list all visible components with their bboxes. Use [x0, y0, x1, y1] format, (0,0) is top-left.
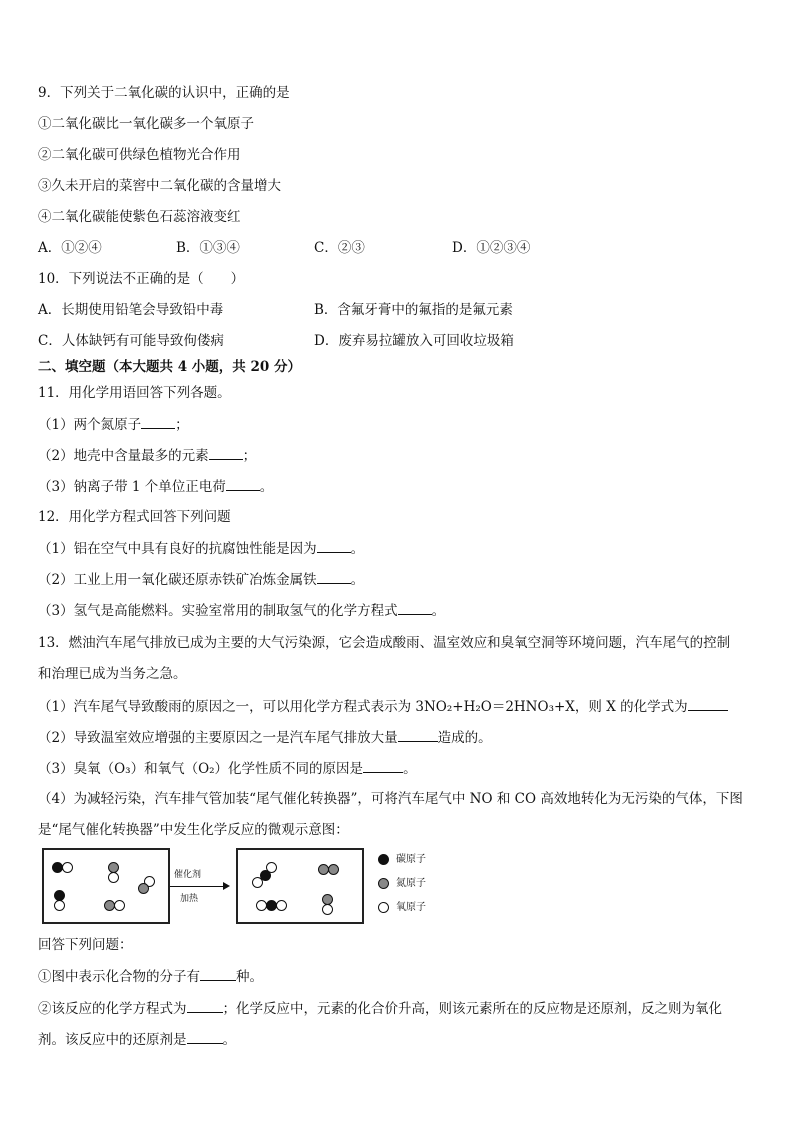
q10-option-a: A．长期使用铅笔会导致铅中毒 [38, 302, 224, 318]
q9-statement-1: ①二氧化碳比一氧化碳多一个氧原子 [38, 116, 254, 132]
q9-option-d: D．①②③④ [452, 240, 531, 256]
q13-part-4-line-2: 是“尾气催化转换器”中发生化学反应的微观示意图： [38, 822, 349, 838]
answer-blank[interactable] [688, 697, 728, 711]
section-2-heading: 二、填空题（本大题共 4 小题，共 20 分） [38, 359, 301, 375]
oxygen-atom [54, 900, 65, 911]
q11-part-2: （2）地壳中含量最多的元素 ； [38, 448, 257, 464]
q10-option-c: C．人体缺钙有可能导致佝偻病 [38, 333, 224, 349]
q13-part-2: （2）导致温室效应增强的主要原因之一是汽车尾气排放大量 造成的。 [38, 730, 492, 746]
q11-stem: 11．用化学用语回答下列各题。 [38, 385, 231, 401]
oxygen-atom [108, 872, 119, 883]
answer-blank[interactable] [187, 1030, 223, 1044]
answer-blank[interactable] [398, 601, 432, 615]
nitrogen-atom [328, 864, 339, 875]
q9-option-a: A．①②④ [38, 240, 102, 256]
q10-stem: 10．下列说法不正确的是（ ） [38, 271, 245, 287]
q9-statement-2: ②二氧化碳可供绿色植物光合作用 [38, 147, 241, 163]
reaction-diagram [38, 842, 438, 928]
answer-blank[interactable] [141, 415, 175, 429]
oxygen-atom [252, 877, 263, 888]
legend-nitrogen-icon [378, 878, 389, 889]
arrow-head-icon [223, 882, 230, 890]
answer-blank[interactable] [200, 967, 236, 981]
answer-blank[interactable] [363, 759, 403, 773]
legend-oxygen-label: 氧原子 [396, 902, 426, 913]
nitrogen-atom [138, 883, 149, 894]
q13-part-1: （1）汽车尾气导致酸雨的原因之一，可以用化学方程式表示为 3NO₂+H₂O＝2HNO₃+X，则 X 的化学式为 [38, 697, 728, 716]
q11-part-3: （3）钠离子带 1 个单位正电荷 。 [38, 479, 274, 495]
legend-carbon-icon [378, 854, 389, 865]
q13-stem-line-2: 和治理已成为当务之急。 [38, 666, 187, 682]
answer-blank[interactable] [209, 446, 243, 460]
q13-answer-2-line-1: ②该反应的化学方程式为 ；化学反应中，元素的化合价升高，则该元素所在的反应物是还原剂，反之则为氧化 [38, 1001, 722, 1017]
answer-blank[interactable] [398, 728, 438, 742]
q9-statement-4: ④二氧化碳能使紫色石蕊溶液变红 [38, 209, 241, 225]
legend-oxygen-icon [378, 902, 389, 913]
q9-statement-3: ③久未开启的菜窖中二氧化碳的含量增大 [38, 178, 281, 194]
oxygen-atom [276, 900, 287, 911]
oxygen-atom [62, 862, 73, 873]
q13-answer-2-line-2: 剂。该反应中的还原剂是 。 [38, 1032, 236, 1048]
q9-option-c: C．②③ [314, 240, 365, 256]
answer-blank[interactable] [317, 539, 351, 553]
reactants-box [42, 848, 170, 924]
oxygen-atom [114, 900, 125, 911]
q10-option-d: D．废弃易拉罐放入可回收垃圾箱 [314, 333, 514, 349]
reaction-arrow [170, 886, 224, 887]
q12-part-3: （3）氢气是高能燃料。实验室常用的制取氢气的化学方程式 。 [38, 603, 446, 619]
legend-nitrogen-label: 氮原子 [396, 878, 426, 889]
q12-part-2: （2）工业上用一氧化碳还原赤铁矿冶炼金属铁 。 [38, 572, 365, 588]
q9-option-b: B．①③④ [176, 240, 240, 256]
oxygen-atom [322, 904, 333, 915]
arrow-label-heat: 加热 [180, 894, 199, 904]
answer-blank[interactable] [317, 570, 351, 584]
answer-blank[interactable] [226, 477, 260, 491]
q9-stem: 9．下列关于二氧化碳的认识中，正确的是 [38, 85, 290, 101]
q12-part-1: （1）铝在空气中具有良好的抗腐蚀性能是因为 。 [38, 541, 365, 557]
q11-part-1: （1）两个氮原子 ； [38, 417, 189, 433]
q12-stem: 12．用化学方程式回答下列问题 [38, 509, 231, 525]
answer-intro: 回答下列问题： [38, 937, 133, 953]
answer-blank[interactable] [187, 999, 223, 1013]
q13-answer-1: ①图中表示化合物的分子有 种。 [38, 969, 263, 985]
arrow-label-catalyst: 催化剂 [174, 870, 202, 880]
q13-part-3: （3）臭氧（O₃）和氧气（O₂）化学性质不同的原因是 。 [38, 761, 417, 777]
q13-part-4-line-1: （4）为减轻污染，汽车排气管加装“尾气催化转换器”，可将汽车尾气中 NO 和 CO 高效地转化为无污染的气体，下图 [38, 791, 743, 807]
legend-carbon-label: 碳原子 [396, 854, 426, 865]
products-box [236, 848, 364, 924]
q10-option-b: B．含氟牙膏中的氟指的是氟元素 [314, 302, 513, 318]
q13-stem-line-1: 13．燃油汽车尾气排放已成为主要的大气污染源，它会造成酸雨、温室效应和臭氧空洞等环境问题，汽车尾气的控制 [38, 635, 731, 651]
